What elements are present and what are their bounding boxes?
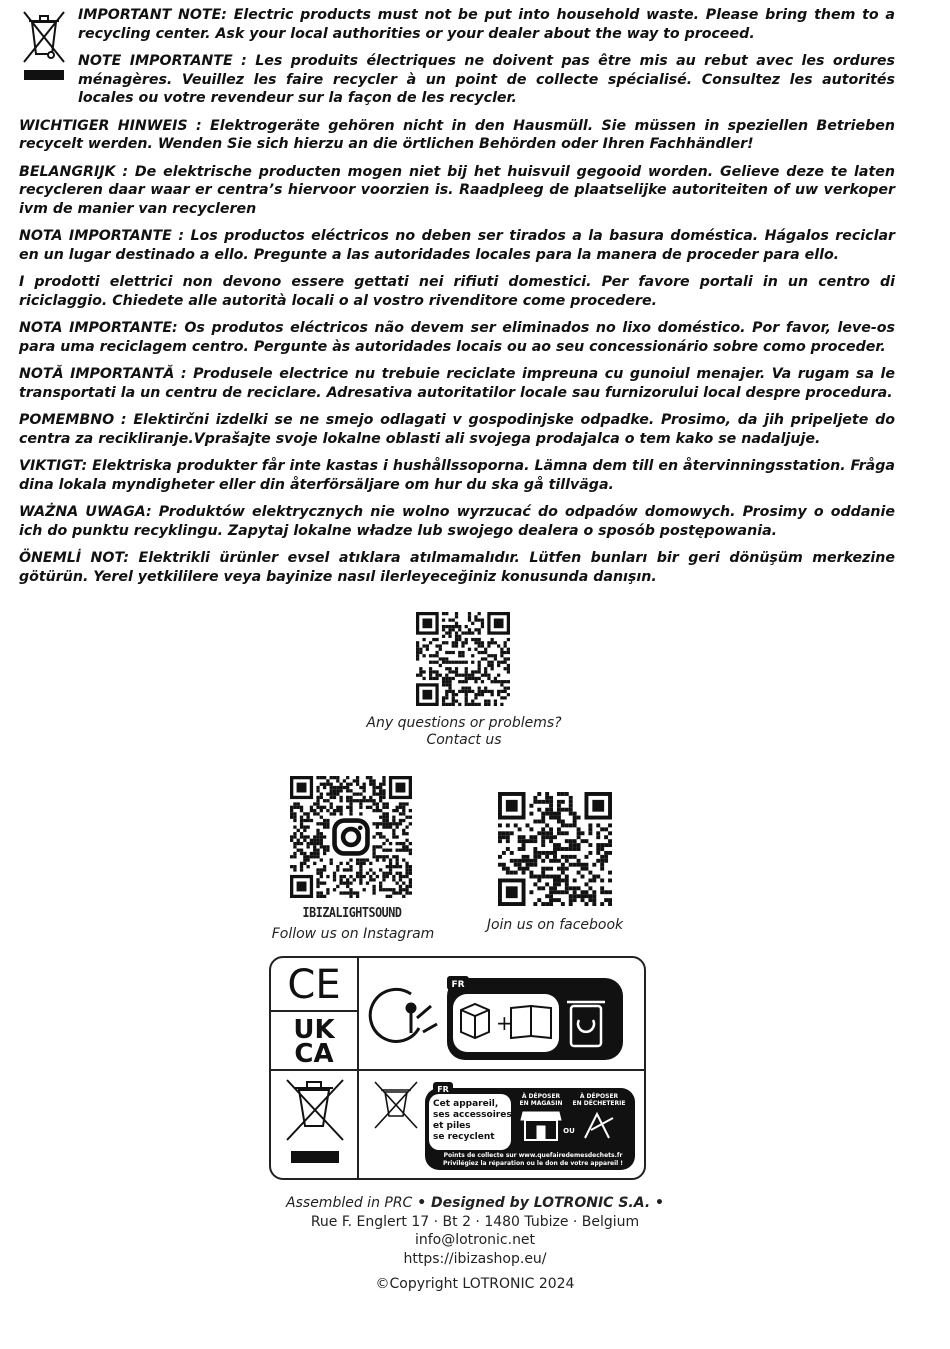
fr-badge-2: FR bbox=[437, 1085, 449, 1094]
instagram-handle: IBIZALIGHTSOUND bbox=[302, 906, 402, 921]
footer-address: Rue F. Englert 17 · Bt 2 · 1480 Tubize · Belgium bbox=[310, 1214, 640, 1230]
certification-marks bbox=[269, 956, 646, 1180]
store-label-2: EN MAGASIN bbox=[519, 1100, 563, 1107]
instagram-caption: Follow us on Instagram bbox=[271, 926, 435, 942]
note-nl: BELANGRIJK : De elektrische producten mogen niet bij het huisvuil gegooid worden. Gelieve deze te laten recycleren daar waar er centra’s hiervoor voorzien is. Raadpleeg de plaatselijke autoriteiten of uw verkoper ivm de manier van recycleren bbox=[19, 163, 895, 217]
collect-text-1: Points de collecte sur www.quefairedemesdechets.fr bbox=[443, 1152, 623, 1159]
note-pt: NOTA IMPORTANTE: Os produtos eléctricos não devem ser eliminados no lixo doméstico. Por favor, leve-os para uma reciclagem centro. Pergunte às autoridades locais ou ao seu concessionário sobre como proceder. bbox=[19, 320, 895, 355]
collect-text-2: Privilégiez la réparation ou le don de votre appareil ! bbox=[442, 1160, 624, 1167]
note-ro: NOTĂ IMPORTANTĂ : Produsele electrice nu trebuie reciclate impreuna cu gunoiul menajer. Va rugam sa le transportati la un centru de reciclare. Adresativa autoritatilor locale sau furnizorului local despre procedura. bbox=[19, 366, 896, 401]
ukca-mark-bottom: CA bbox=[294, 1039, 334, 1069]
triman-text-4: se recyclent bbox=[433, 1132, 495, 1142]
dechet-label-1: À DÉPOSER bbox=[579, 1093, 619, 1100]
facebook-qr-code[interactable] bbox=[498, 792, 612, 906]
footer-copyright: ©Copyright LOTRONIC 2024 bbox=[375, 1276, 575, 1292]
note-pl: WAŻNA UWAGA: Produktów elektrycznych nie wolno wyrzucać do odpadów domowych. Prosimy o oddanie ich do punktu recyklingu. Zapytaj lokalne władze lub swojego dealera o sposób postępowania. bbox=[19, 504, 895, 539]
triman-text-1: Cet appareil, bbox=[433, 1099, 499, 1109]
dechet-label-2: EN DÉCHETERIE bbox=[572, 1100, 626, 1107]
ce-mark: CE bbox=[287, 962, 341, 1008]
marks-panel bbox=[271, 958, 644, 1178]
contact-qr-code[interactable] bbox=[416, 612, 510, 706]
note-sl: POMEMBNO : Elektirčni izdelki se ne smejo odlagati v gospodinjske odpadke. Prosimo, da jih pripeljete do centra za recikliranje.Vprašajte svoje lokalne oblasti ali svojega prodajalca o tem kako se nadaljuje. bbox=[19, 412, 895, 447]
note-es: NOTA IMPORTANTE : Los productos eléctricos no deben ser tirados a la basura doméstica. Hágalos reciclar en un lugar destinado a ello. Pregunte a las autoridades locales para la manera de proceder para ello. bbox=[19, 228, 896, 263]
contact-caption bbox=[330, 715, 598, 748]
footer-website-link[interactable]: https://ibizashop.eu/ bbox=[403, 1251, 547, 1267]
triman-text-panel bbox=[425, 1082, 635, 1170]
footer-assembled bbox=[200, 1195, 750, 1211]
recycling-notes bbox=[19, 6, 895, 595]
note-sv: VIKTIGT: Elektriska produkter får inte kastas i hushållssoporna. Lämna dem till en återvinningsstation. Fråga dina lokala myndigheter eller din återförsäljare om hur du ska gå tillväga. bbox=[19, 458, 895, 493]
footer-email[interactable]: info@lotronic.net bbox=[414, 1232, 536, 1248]
facebook-caption: Join us on facebook bbox=[486, 917, 624, 933]
assembled-text: Assembled in PRC bbox=[286, 1195, 413, 1211]
info-tri-panel bbox=[447, 976, 623, 1060]
triman-icon bbox=[370, 989, 437, 1041]
note-en: IMPORTANT NOTE: Electric products must not be put into household waste. Please bring them to a recycling center. Ask your local authorities or your dealer about the way to proceed. bbox=[78, 7, 895, 42]
note-fr: NOTE IMPORTANTE : Les produits électriques ne doivent pas être mis au rebut avec les ordures ménagères. Veuillez les faire recycler à un point de collecte spécialisé. Consultez les autorités locales ou votre revendeur sur la façon de les recycler. bbox=[78, 53, 895, 106]
instagram-qr-code[interactable] bbox=[290, 776, 412, 898]
instagram-logo-icon bbox=[335, 821, 368, 854]
note-it: I prodotti elettrici non devono essere gettati nei rifiuti domestici. Per favore portali in un centro di riciclaggio. Chiedete alle autorità locali o al vostro rivenditore come procedere. bbox=[19, 274, 895, 309]
contact-line-2: Contact us bbox=[426, 732, 502, 748]
fr-badge: FR bbox=[451, 980, 465, 990]
ukca-mark-top: UK bbox=[293, 1015, 335, 1045]
weee-crossed-bin-icon bbox=[287, 1080, 343, 1140]
note-tr: ÖNEMLİ NOT: Elektrikli ürünler evsel atıklara atılmamalıdır. Lütfen bunları bir geri dönüşüm merkezine götürün. Yerel yetkililere veya bayinize nasıl ilerleyeceğiniz konusunda danışın. bbox=[19, 550, 896, 585]
weee-bar bbox=[291, 1151, 339, 1163]
plus-sign: + bbox=[496, 1011, 513, 1035]
small-crossed-bin-icon bbox=[375, 1082, 417, 1128]
designed-by-text: • Designed by LOTRONIC S.A. • bbox=[412, 1195, 664, 1211]
note-de: WICHTIGER HINWEIS : Elektrogeräte gehören nicht in den Hausmüll. Sie müssen in speziellen Betrieben recycelt werden. Wenden Sie sich hierzu an die örtlichen Behörden oder Ihren Fachhändler! bbox=[19, 117, 895, 152]
contact-line-1: Any questions or problems? bbox=[366, 715, 562, 731]
triman-text-2: ses accessoires bbox=[433, 1110, 512, 1120]
store-label-1: À DÉPOSER bbox=[521, 1093, 561, 1100]
triman-text-3: et piles bbox=[433, 1121, 471, 1131]
ou-label: OU bbox=[563, 1127, 575, 1135]
